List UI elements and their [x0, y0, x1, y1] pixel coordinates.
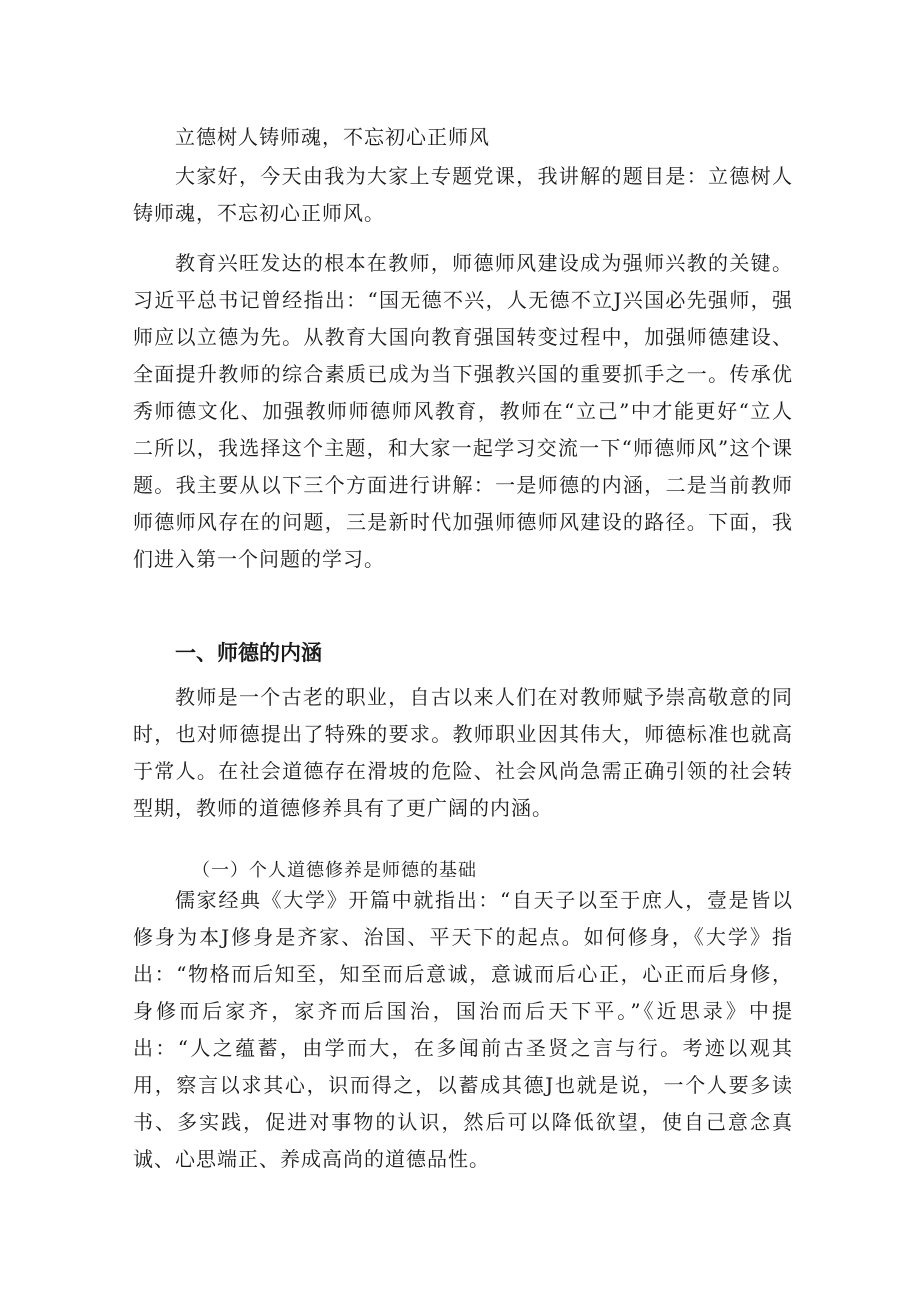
document-title: 立德树人铸师魂，不忘初心正师风: [175, 125, 490, 149]
section-paragraph: 教师是一个古老的职业，自古以来人们在对教师赋予崇高敬意的同时，也对师德提出了特殊的要求。教师职业因其伟大，师德标准也就高于常人。在社会道德存在滑坡的危险、社会风尚急需正确引领的社会转型期，教师的道德修养具有了更广阔的内涵。: [133, 685, 793, 820]
subsection-heading: （一）个人道德修养是师德的基础: [192, 860, 477, 881]
section-heading: 一、师德的内涵: [175, 641, 322, 665]
intro-paragraph: 大家好，今天由我为大家上专题党课，我讲解的题目是：立德树人铸师魂，不忘初心正师风。: [133, 164, 793, 225]
background-paragraph: 教育兴旺发达的根本在教师，师德师风建设成为强师兴教的关键。习近平总书记曾经指出：“国无德不兴，人无德不立J兴国必先强师，强师应以立德为先。从教育大国向教育强国转变过程中，加强师德建设、全面提升教师的综合素质已成为当下强教兴国的重要抓手之一。传承优秀师德文化、加强教师师德师风教育，教师在“立己”中才能更好“立人二所以，我选择这个主题，和大家一起学习交流一下“师德师风”这个课题。我主要从以下三个方面进行讲解：一是师德的内涵，二是当前教师师德师风存在的问题，三是新时代加强师德师风建设的路径。下面，我们进入第一个问题的学习。: [133, 251, 793, 571]
subsection-paragraph: 儒家经典《大学》开篇中就指出：“自天子以至于庶人，壹是皆以修身为本J修身是齐家、治国、平天下的起点。如何修身，《大学》指出：“物格而后知至，知至而后意诚，意诚而后心正，心正而后身修，身修而后家齐，家齐而后国治，国治而后天下平。”《近思录》中提出：“人之蕴蓄，由学而大，在多闻前古圣贤之言与行。考迹以观其用，察言以求其心，识而得之，以蓄成其德J也就是说，一个人要多读书、多实践，促进对事物的认识，然后可以降低欲望，使自己意念真诚、心思端正、养成高尚的道德品性。: [133, 888, 793, 1171]
